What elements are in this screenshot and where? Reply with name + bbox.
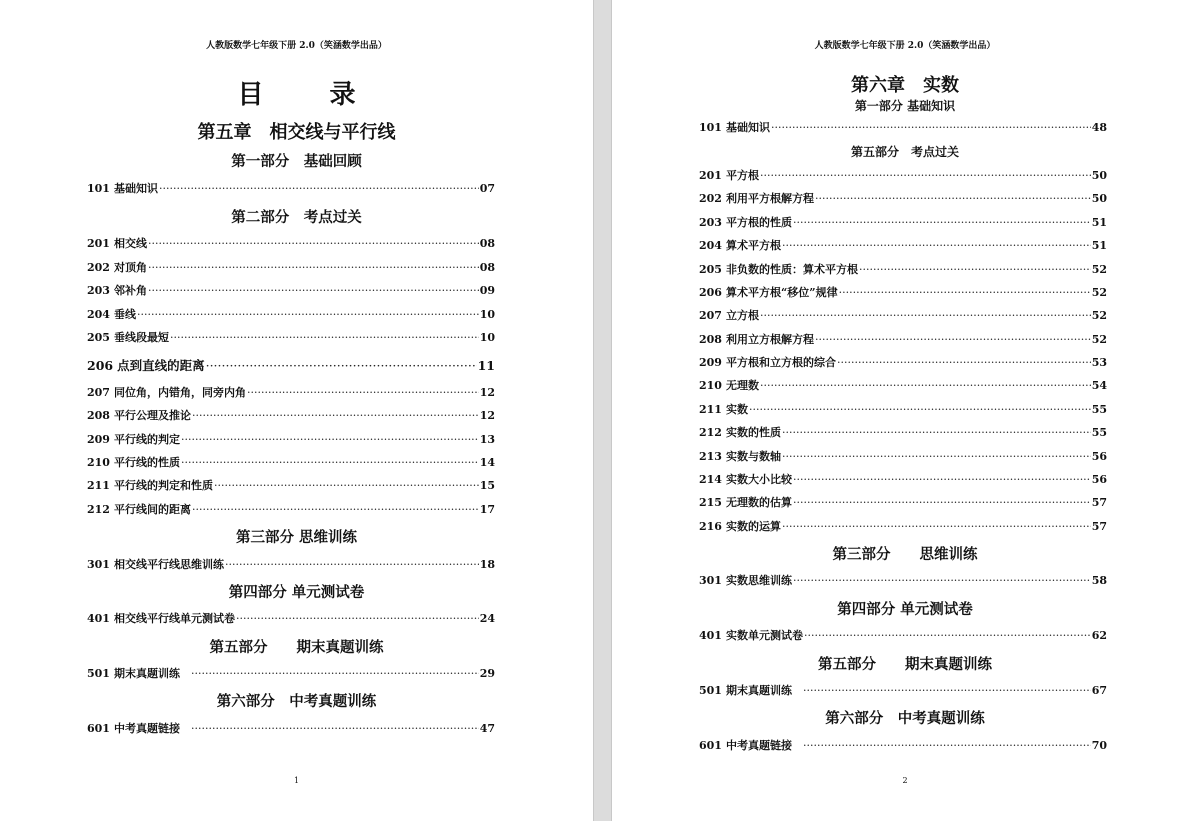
entry-number: 202 [699, 192, 722, 205]
entry-label: 无理数的估算 [725, 496, 792, 509]
page-header: 人教版数学七年级下册 2.0（笑涵数学出品） [814, 41, 996, 51]
entry-page: 10 [479, 331, 495, 344]
section-title: 第五部分 考点过关 [850, 145, 959, 159]
entry-number: 101 [87, 182, 110, 195]
toc-entry[interactable] [87, 407, 495, 423]
leader-dots [760, 169, 1091, 182]
toc-entry[interactable] [699, 307, 1107, 323]
entry-number: 204 [87, 308, 110, 321]
leader-dots [181, 433, 479, 446]
toc-entry[interactable] [87, 477, 495, 493]
entry-number: 401 [699, 629, 722, 642]
entry-number: 501 [699, 684, 722, 697]
leader-dots [782, 426, 1091, 439]
leader-dots [793, 496, 1091, 509]
entry-label: 对顶角 [113, 261, 147, 274]
entry-label: 相交线平行线思维训练 [113, 558, 224, 571]
entry-page: 52 [1091, 333, 1107, 346]
leader-dots [159, 182, 479, 195]
leader-dots [206, 358, 477, 373]
leader-dots [148, 261, 479, 274]
entry-page: 52 [1091, 263, 1107, 276]
entry-page: 08 [479, 261, 495, 274]
section-title: 第二部分 考点过关 [231, 209, 362, 226]
entry-number: 201 [87, 237, 110, 250]
section-title: 第一部分 基础回顾 [231, 153, 362, 170]
entry-label: 中考真题链接 [725, 739, 792, 752]
toc-entry[interactable] [699, 331, 1107, 347]
entry-page: 55 [1091, 403, 1107, 416]
leader-dots [782, 239, 1091, 252]
entry-number: 209 [87, 433, 110, 446]
entry-label: 平方根和立方根的综合 [725, 356, 836, 369]
leader-dots [148, 237, 479, 250]
entry-label: 中考真题链接 [113, 722, 180, 735]
leader-dots [760, 379, 1091, 392]
entry-page: 52 [1091, 286, 1107, 299]
entry-number: 211 [699, 403, 722, 416]
entry-page: 48 [1091, 121, 1107, 134]
entry-label: 实数的运算 [725, 520, 781, 533]
entry-page: 10 [479, 308, 495, 321]
entry-number: 211 [87, 479, 110, 492]
entry-page: 51 [1091, 239, 1107, 252]
entry-page: 50 [1091, 169, 1107, 182]
toc-entry[interactable] [87, 665, 495, 681]
leader-dots [803, 739, 1091, 752]
entry-number: 301 [699, 574, 722, 587]
toc-entry[interactable] [699, 627, 1107, 643]
section-title: 第六部分 中考真题训练 [825, 710, 985, 727]
entry-label: 实数大小比较 [725, 473, 792, 486]
toc-entry[interactable] [699, 682, 1107, 698]
section-title: 第三部分 思维训练 [235, 529, 358, 546]
page-gutter [593, 0, 612, 821]
leader-dots [815, 192, 1091, 205]
entry-label: 期末真题训练 [725, 684, 792, 697]
leader-dots [170, 331, 479, 344]
entry-page: 57 [1091, 520, 1107, 533]
entry-page: 24 [479, 612, 495, 625]
toc-title: 目 录 [237, 80, 376, 110]
toc-entry[interactable] [699, 261, 1107, 277]
entry-number: 215 [699, 496, 722, 509]
entry-label: 实数思维训练 [725, 574, 792, 587]
entry-number: 101 [699, 121, 722, 134]
toc-entry[interactable] [87, 384, 495, 400]
entry-number: 214 [699, 473, 722, 486]
toc-entry[interactable] [699, 424, 1107, 440]
entry-number: 203 [699, 216, 722, 229]
toc-entry[interactable] [87, 306, 495, 322]
toc-entry[interactable] [87, 454, 495, 470]
toc-entry[interactable] [699, 471, 1107, 487]
entry-number: 201 [699, 169, 722, 182]
document-page-1 [0, 0, 593, 821]
entry-page: 52 [1091, 309, 1107, 322]
entry-label: 期末真题训练 [113, 667, 180, 680]
toc-entry[interactable] [699, 377, 1107, 393]
entry-number: 210 [87, 456, 110, 469]
entry-number: 207 [87, 386, 110, 399]
entry-label: 利用平方根解方程 [725, 192, 814, 205]
entry-number: 210 [699, 379, 722, 392]
entry-label: 实数与数轴 [725, 450, 781, 463]
entry-label: 平行线的判定和性质 [113, 479, 213, 492]
leader-dots [191, 722, 479, 735]
entry-number: 301 [87, 558, 110, 571]
toc-entry[interactable] [87, 356, 495, 374]
entry-page: 67 [1091, 684, 1107, 697]
entry-number: 208 [87, 409, 110, 422]
chapter-title: 第五章 相交线与平行线 [197, 122, 396, 143]
leader-dots [192, 503, 479, 516]
entry-page: 17 [479, 503, 495, 516]
entry-label: 垂线 [113, 308, 136, 321]
entry-label: 平方根的性质 [725, 216, 792, 229]
leader-dots [839, 286, 1091, 299]
section-title: 第五部分 期末真题训练 [209, 639, 384, 656]
toc-entry[interactable] [699, 167, 1107, 183]
entry-number: 202 [87, 261, 110, 274]
entry-page: 29 [479, 667, 495, 680]
entry-number: 205 [699, 263, 722, 276]
entry-label: 算术平方根 [725, 239, 781, 252]
toc-entry[interactable] [87, 720, 495, 736]
entry-number: 203 [87, 284, 110, 297]
leader-dots [214, 479, 479, 492]
toc-entry[interactable] [87, 556, 495, 572]
entry-page: 62 [1091, 629, 1107, 642]
entry-page: 50 [1091, 192, 1107, 205]
chapter-title: 第六章 实数 [851, 75, 959, 96]
toc-entry[interactable] [87, 180, 495, 196]
toc-entry[interactable] [699, 284, 1107, 300]
entry-label: 相交线平行线单元测试卷 [113, 612, 235, 625]
leader-dots [192, 409, 479, 422]
leader-dots [837, 356, 1091, 369]
entry-number: 501 [87, 667, 110, 680]
page-number: 1 [293, 776, 300, 785]
leader-dots [137, 308, 479, 321]
entry-label: 平行线的性质 [113, 456, 180, 469]
entry-page: 15 [479, 479, 495, 492]
entry-label: 实数单元测试卷 [725, 629, 803, 642]
entry-page: 08 [479, 237, 495, 250]
page-number: 2 [902, 776, 908, 785]
leader-dots [749, 403, 1091, 416]
entry-number: 601 [699, 739, 722, 752]
entry-number: 207 [699, 309, 722, 322]
entry-page: 18 [479, 558, 495, 571]
entry-number: 213 [699, 450, 722, 463]
leader-dots [793, 473, 1091, 486]
entry-number: 205 [87, 331, 110, 344]
toc-entry[interactable] [699, 119, 1107, 135]
entry-page: 55 [1091, 426, 1107, 439]
entry-number: 216 [699, 520, 722, 533]
leader-dots [225, 558, 479, 571]
entry-page: 12 [479, 386, 495, 399]
section-title: 第四部分 单元测试卷 [837, 601, 973, 618]
entry-label: 平行线间的距离 [113, 503, 191, 516]
entry-label: 垂线段最短 [113, 331, 169, 344]
leader-dots [181, 456, 479, 469]
section-title: 第五部分 期末真题训练 [818, 656, 992, 673]
entry-number: 206 [87, 358, 114, 373]
leader-dots [803, 684, 1091, 697]
entry-page: 56 [1091, 450, 1107, 463]
leader-dots [148, 284, 479, 297]
entry-page: 70 [1091, 739, 1107, 752]
entry-label: 平行线的判定 [113, 433, 180, 446]
entry-number: 212 [699, 426, 722, 439]
document-page-2 [612, 0, 1198, 821]
toc-entry[interactable] [699, 737, 1107, 753]
entry-number: 208 [699, 333, 722, 346]
entry-label: 非负数的性质：算术平方根 [725, 263, 858, 276]
toc-entry[interactable] [699, 190, 1107, 206]
leader-dots [859, 263, 1091, 276]
toc-entry[interactable] [699, 448, 1107, 464]
entry-label: 利用立方根解方程 [725, 333, 814, 346]
entry-page: 47 [479, 722, 495, 735]
entry-page: 09 [479, 284, 495, 297]
toc-entry[interactable] [699, 354, 1107, 370]
toc-entry[interactable] [87, 501, 495, 517]
toc-entry[interactable] [87, 282, 495, 298]
entry-label: 算术平方根“移位”规律 [725, 286, 838, 299]
entry-page: 51 [1091, 216, 1107, 229]
leader-dots [191, 667, 479, 680]
leader-dots [804, 629, 1091, 642]
entry-label: 相交线 [113, 237, 147, 250]
entry-number: 204 [699, 239, 722, 252]
entry-page: 56 [1091, 473, 1107, 486]
leader-dots [793, 216, 1091, 229]
toc-entry[interactable] [87, 431, 495, 447]
entry-number: 401 [87, 612, 110, 625]
entry-page: 57 [1091, 496, 1107, 509]
entry-page: 54 [1091, 379, 1107, 392]
toc-entry[interactable] [87, 329, 495, 345]
section-title: 第四部分 单元测试卷 [228, 584, 365, 601]
entry-page: 53 [1091, 356, 1107, 369]
leader-dots [771, 121, 1091, 134]
leader-dots [815, 333, 1091, 346]
entry-page: 07 [479, 182, 495, 195]
toc-entry[interactable] [699, 494, 1107, 510]
leader-dots [793, 574, 1091, 587]
leader-dots [782, 450, 1091, 463]
entry-label: 邻补角 [113, 284, 147, 297]
entry-number: 206 [699, 286, 722, 299]
entry-label: 实数的性质 [725, 426, 781, 439]
leader-dots [760, 309, 1091, 322]
entry-label: 平方根 [725, 169, 759, 182]
toc-entry[interactable] [699, 237, 1107, 253]
section-title: 第六部分 中考真题训练 [216, 693, 377, 710]
entry-label: 同位角，内错角，同旁内角 [113, 386, 246, 399]
entry-page: 14 [479, 456, 495, 469]
entry-label: 立方根 [725, 309, 759, 322]
leader-dots [236, 612, 479, 625]
entry-label: 实数 [725, 403, 748, 416]
entry-page: 58 [1091, 574, 1107, 587]
page-header: 人教版数学七年级下册 2.0（笑涵数学出品） [206, 41, 387, 51]
toc-entry[interactable] [87, 259, 495, 275]
section-title: 第一部分 基础知识 [854, 99, 956, 113]
toc-entry[interactable] [699, 401, 1107, 417]
section-title: 第三部分 思维训练 [832, 546, 978, 563]
entry-page: 13 [479, 433, 495, 446]
entry-number: 601 [87, 722, 110, 735]
leader-dots [247, 386, 479, 399]
entry-label: 点到直线的距离 [117, 358, 205, 373]
entry-label: 无理数 [725, 379, 759, 392]
toc-entry[interactable] [699, 518, 1107, 534]
toc-entry[interactable] [87, 235, 495, 251]
entry-label: 基础知识 [113, 182, 158, 195]
entry-label: 平行公理及推论 [113, 409, 191, 422]
toc-entry[interactable] [87, 610, 495, 626]
entry-page: 11 [477, 358, 495, 373]
leader-dots [782, 520, 1091, 533]
toc-entry[interactable] [699, 572, 1107, 588]
entry-page: 12 [479, 409, 495, 422]
toc-entry[interactable] [699, 214, 1107, 230]
entry-number: 212 [87, 503, 110, 516]
entry-label: 基础知识 [725, 121, 770, 134]
entry-number: 209 [699, 356, 722, 369]
